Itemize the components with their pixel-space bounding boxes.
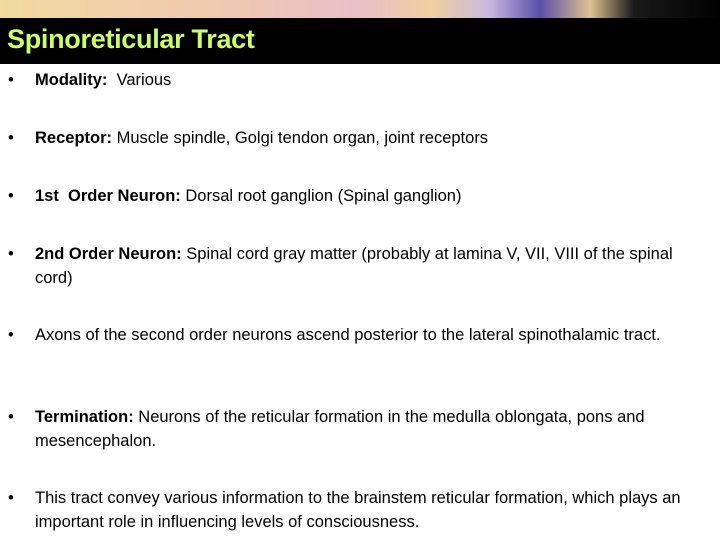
bullet-label: Modality: (35, 71, 108, 89)
bullet-label: 1st Order Neuron: (35, 187, 181, 205)
bullet-icon: • (8, 187, 14, 205)
bullet-text: This tract convey various information to the brainstem reticular formation, which plays an important role in influencing levels of consciousness. (35, 489, 686, 531)
bullet-item (8, 68, 708, 92)
bullet-text: Muscle spindle, Golgi tendon organ, joint receptors (112, 129, 489, 147)
bullet-icon: • (8, 129, 14, 147)
bullet-text: Various (107, 71, 172, 89)
bullet-item (8, 323, 708, 347)
bullet-item (8, 126, 708, 150)
bullet-text: Neurons of the reticular formation in the medulla oblongata, pons and mesencephalon. (35, 408, 650, 450)
bullet-icon: • (8, 71, 14, 89)
bullet-icon: • (8, 408, 14, 426)
bullet-label: Receptor: (35, 129, 113, 147)
bullet-item (8, 486, 708, 534)
bullet-icon: • (8, 489, 14, 507)
bullet-text: Dorsal root ganglion (Spinal ganglion) (180, 187, 462, 205)
bullet-label: Termination: (35, 408, 134, 426)
header-banner-image (0, 0, 720, 18)
bullet-item (8, 405, 708, 453)
bullet-item (8, 242, 708, 290)
bullet-text: Axons of the second order neurons ascend posterior to the lateral spinothalamic tract. (35, 326, 661, 344)
bullet-item (8, 184, 708, 208)
bullet-label: 2nd Order Neuron: (35, 245, 182, 263)
slide-title: Spinoreticular Tract (7, 24, 255, 54)
bullet-text: Spinal cord gray matter (probably at lamina V, VII, VIII of the spinal cord) (35, 245, 678, 287)
bullet-icon: • (8, 326, 14, 344)
bullet-icon: • (8, 245, 14, 263)
